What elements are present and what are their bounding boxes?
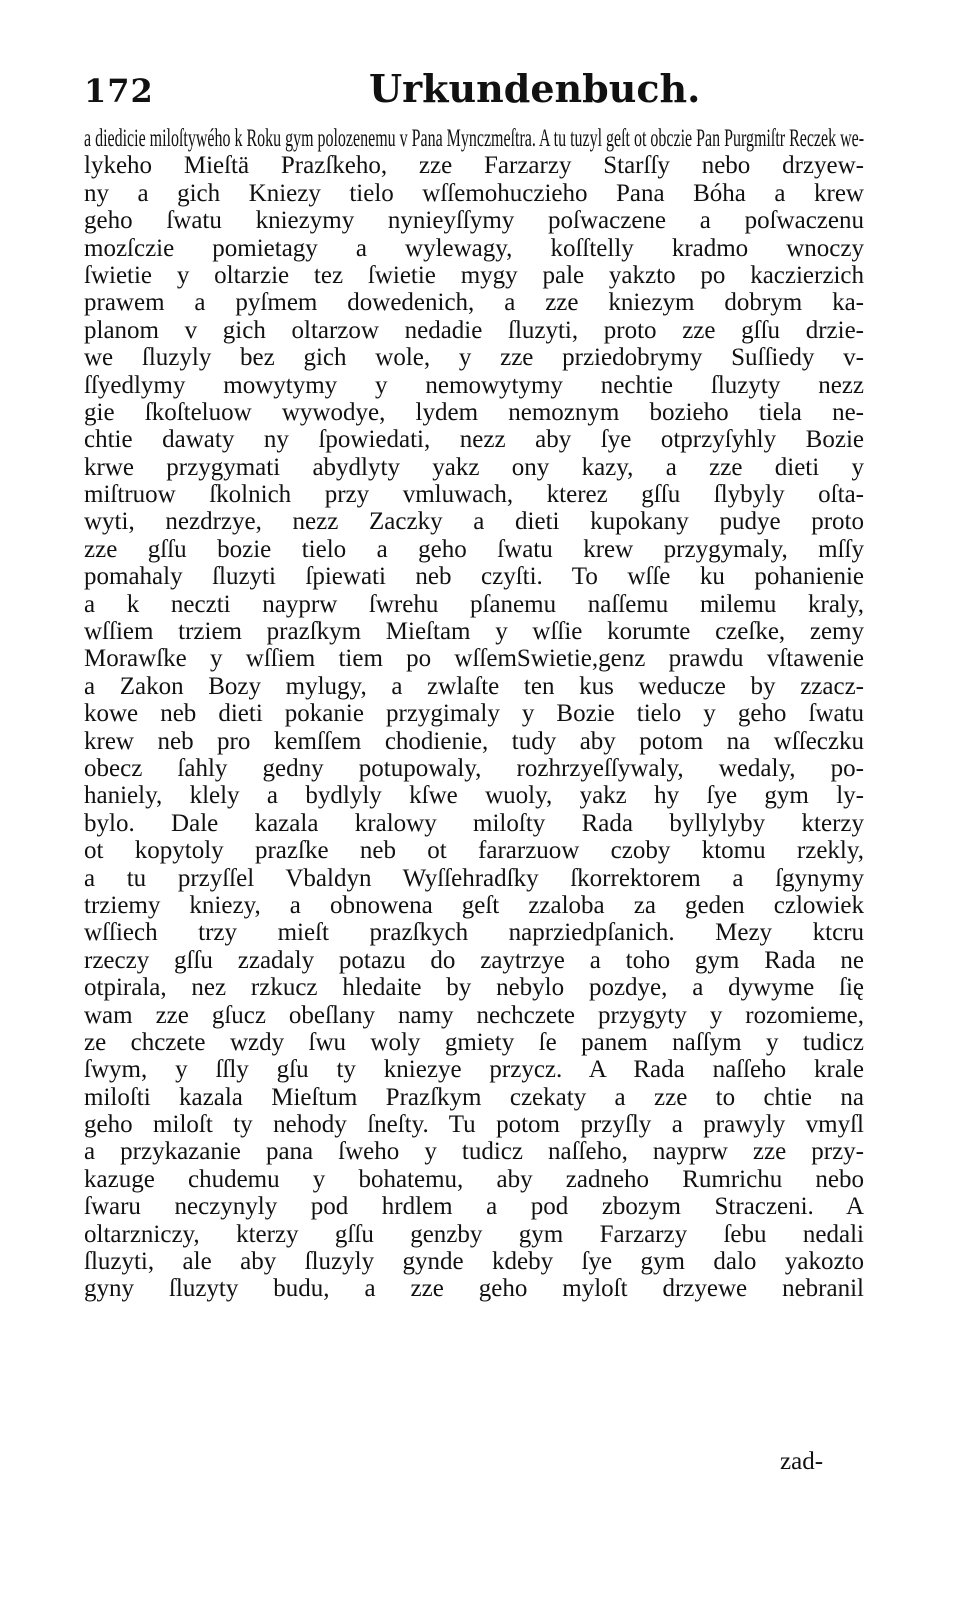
text-line: mozſczie pomietagy a wylewagy, koſſtelly kradmo wnoczy — [84, 234, 864, 262]
text-line: a k neczti nayprw ſwrehu pſanemu naſſemu milemu kraly, — [84, 590, 864, 618]
text-line: ſluzyti, ale aby ſluzyly gynde kdeby ſye gym dalo yakozto — [84, 1248, 864, 1276]
text-line: ny a gich Kniezy tielo wſſemohuczieho Pana Bóha a krew — [84, 179, 864, 207]
text-line: ze chczete wzdy ſwu woly gmiety ſe panem naſſym y tudicz — [84, 1028, 864, 1056]
text-line: wam zze gſucz obeſlany namy nechczete przygyty y rozomieme, — [84, 1001, 864, 1029]
text-line: planom v gich oltarzow nedadie ſluzyti, proto zze gſſu drzie- — [84, 316, 864, 344]
text-line: trziemy kniezy, a obnowena geſt zzaloba za geden czlowiek — [84, 891, 864, 919]
text-line: gie ſkoſteluow wywodye, lydem nemoznym bozieho tiela ne- — [84, 398, 864, 426]
text-line: a przykazanie pana ſweho y tudicz naſſeho, nayprw zze przy- — [84, 1138, 864, 1166]
text-line: ot kopytoly prazſke neb ot fararzuow czoby ktomu rzekly, — [84, 837, 864, 865]
text-line: kowe neb dieti pokanie przygimaly y Bozie tielo y geho ſwatu — [84, 700, 864, 728]
text-line: ſwietie y oltarzie tez ſwietie mygy pale yakzto po kaczierzich — [84, 261, 864, 289]
text-line: we ſluzyly bez gich wole, y zze prziedobrymy Suſſiedy v- — [84, 344, 864, 372]
text-line: krew neb pro kemſſem chodienie, tudy aby potom na wſſeczku — [84, 727, 864, 755]
text-line: krwe przygymati abydlyty yakz ony kazy, a zze dieti y — [84, 453, 864, 481]
page-number: 172 — [84, 72, 154, 110]
running-title: Urkundenbuch. — [369, 66, 701, 111]
catchword: zad- — [780, 1448, 824, 1475]
text-line: a tu przyſſel Vbaldyn Wyſſehradſky ſkorrektorem a ſgynymy — [84, 864, 864, 892]
text-line: geho ſwatu kniezymy nynieyſſymy poſwaczene a poſwaczenu — [84, 207, 864, 235]
text-line: bylo. Dale kazala kralowy miloſty Rada byllylyby kterzy — [84, 809, 864, 837]
text-line: ſwym, y ſſly gſu ty kniezye przycz. A Rada naſſeho krale — [84, 1056, 864, 1084]
text-line: wſſiem trziem prazſkym Mieſtam y wſſie korumte czeſke, zemy — [84, 618, 864, 646]
text-line: kazuge chudemu y bohatemu, aby zadneho Rumrichu nebo — [84, 1165, 864, 1193]
text-line: gyny ſluzyty budu, a zze geho myloſt drzyewe nebranil — [84, 1275, 864, 1303]
text-line: otpirala, nez rzkucz hledaite by nebylo pozdye, a dywyme ſię — [84, 974, 864, 1002]
page-header — [84, 66, 874, 116]
text-line: Morawſke y wſſiem tiem po wſſemSwietie,genz prawdu vſtawenie — [84, 645, 864, 673]
text-line: lykeho Mieſtä Prazſkeho, zze Farzarzy Starſſy nebo drzyew- — [84, 152, 864, 180]
text-line: miſtruow ſkolnich przy vmluwach, kterez gſſu ſlybyly oſta- — [84, 481, 864, 509]
text-line: miloſti kazala Mieſtum Prazſkym czekaty a zze to chtie na — [84, 1083, 864, 1111]
text-line: oltarzniczy, kterzy gſſu genzby gym Farzarzy ſebu nedali — [84, 1220, 864, 1248]
text-line: chtie dawaty ny ſpowiedati, nezz aby ſye otprzyſyhly Bozie — [84, 426, 864, 454]
text-line: obecz ſahly gedny potupowaly, rozhrzyeſſywaly, wedaly, po- — [84, 754, 864, 782]
text-line: ſwaru neczynyly pod hrdlem a pod zbozym Straczeni. A — [84, 1193, 864, 1221]
text-line: haniely, klely a bydlyly kſwe wuoly, yakz hy ſye gym ly- — [84, 782, 864, 810]
text-line: zze gſſu bozie tielo a geho ſwatu krew przygymaly, mſſy — [84, 535, 864, 563]
text-line: prawem a pyſmem dowedenich, a zze kniezym dobrym ka- — [84, 289, 864, 317]
body-text — [84, 125, 864, 1303]
text-line: a Zakon Bozy mylugy, a zwlaſte ten kus weducze by zzacz- — [84, 672, 864, 700]
text-line: pomahaly ſluzyti ſpiewati neb czyſti. To wſſe ku pohanienie — [84, 563, 864, 591]
text-line: wyti, nezdrzye, nezz Zaczky a dieti kupokany pudye proto — [84, 508, 864, 536]
text-line: a diedicie miloſtywého k Roku gym polozenemu v Pana Mynczmeſtra. A tu tuzyl geſt ot obczie Pan Purgmiſtr Reczek we- — [84, 125, 864, 152]
text-line: wſſiech trzy mieſt prazſkych naprziedpſanich. Mezy ktcru — [84, 919, 864, 947]
text-line: geho miloſt ty nehody ſneſty. Tu potom przyſly a prawyly vmyſl — [84, 1111, 864, 1139]
text-line: rzeczy gſſu zzadaly potazu do zaytrzye a toho gym Rada ne — [84, 946, 864, 974]
text-line: ſſyedlymy mowytymy y nemowytymy nechtie ſluzyty nezz — [84, 371, 864, 399]
